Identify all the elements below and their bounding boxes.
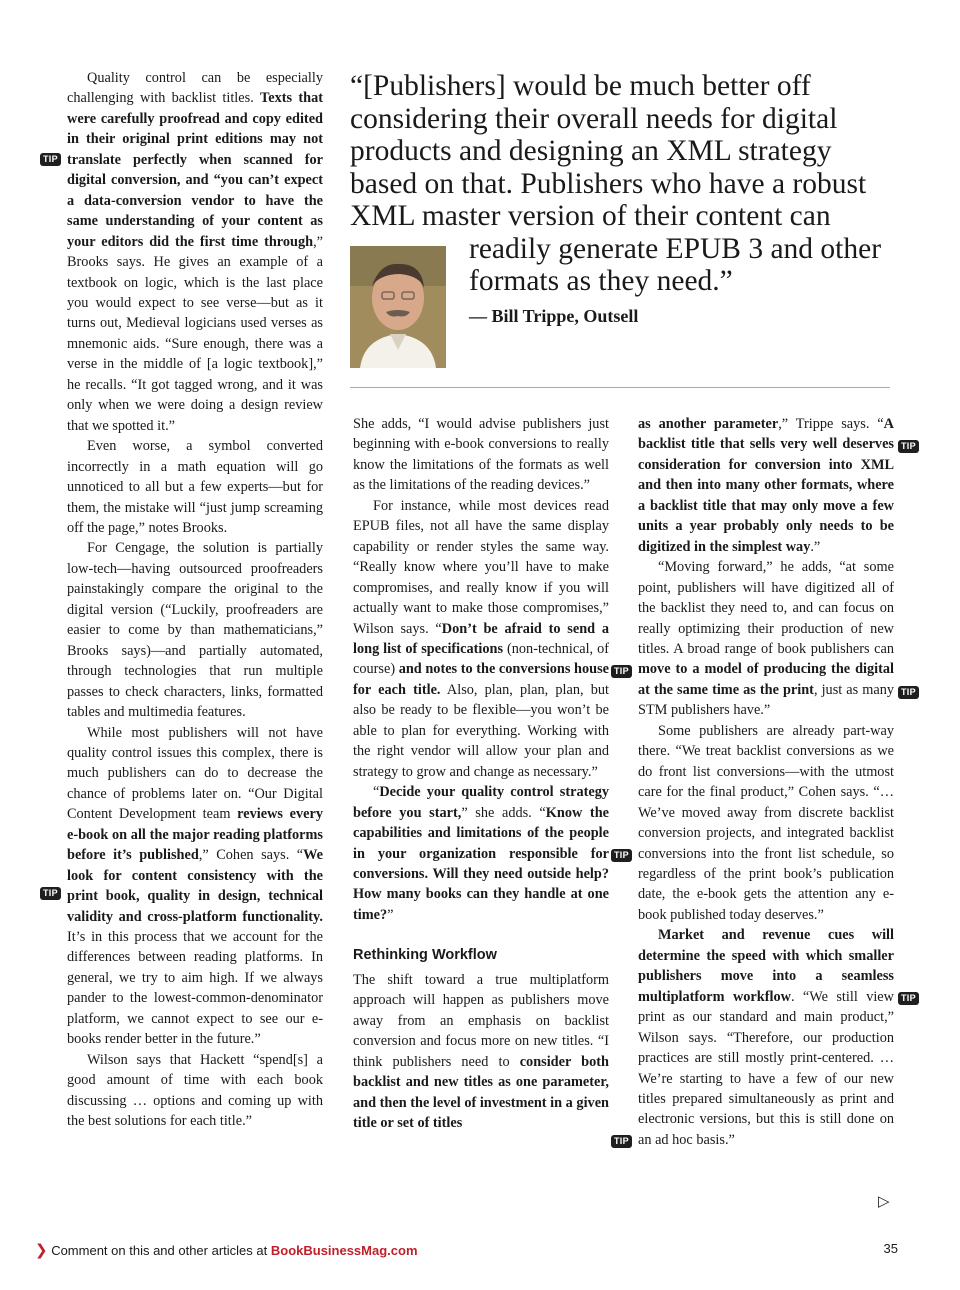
column-2 <box>353 414 609 1133</box>
pull-quote-text-cont: readily generate EPUB 3 and other formats as they need.” <box>469 232 882 297</box>
paragraph: The shift toward a true multiplatform approach will happen as publishers move away from an emphasis on backlist conversion and focus more on new titles. “I think publishers need to consider both backlist and new titles as one parameter, and then the level of investment in a given title or set of titles <box>353 971 609 1131</box>
column-1 <box>67 68 323 1132</box>
tip-badge: TIP <box>611 849 632 862</box>
paragraph: Some publishers are already part-way there. “We treat backlist conversions as we do front list conversions—with the utmost care for the final product,” Cohen says. “… We’ve moved away from discrete backlist conversion projects, and integrated backlist conversions into the front list schedule, so regardless of the print book’s publication date, the e-book gets the attention any e-book published today deserves.” <box>638 722 894 923</box>
paragraph: While most publishers will not have quality control issues this complex, there is much publishers can do to decrease the chance of problems later on. “Our Digital Content Development team reviews every e-book on all the major reading platforms before it’s published,” Cohen says. “We look for content consistency with the print book, quality in design, technical validity and cross-platform functionality. It’s in this process that we account for the differences between reading platforms. In general, we try to aim high. If we always pander to the lowest-common-denominator platform, we cannot expect to see our e-books render better in the future.” <box>67 724 323 1048</box>
website-link[interactable]: BookBusinessMag.com <box>270 1243 418 1258</box>
tip-badge: TIP <box>898 992 919 1005</box>
divider-rule <box>350 387 890 388</box>
tip-badge: TIP <box>611 1135 632 1148</box>
paragraph: For instance, while most devices read EPUB files, not all have the same display capability or render styles the same way. “Really know where you’ll have to make compromises, and really know if you will actually want to make those compromises,” Wilson says. “Don’t be afraid to send a long list of specifications (non-technical, of course) and notes to the conversions house for each title. Also, plan, plan, plan, but also be ready to be flexible—you won’t be able to plan for everything. Working with the right vendor will allow your plan and strategy to grow and change as necessary.” <box>353 497 609 780</box>
page-footer <box>35 1241 898 1259</box>
author-photo <box>350 246 446 368</box>
paragraph: Quality control can be especially challenging with backlist titles. Texts that were carefully proofread and copy edited in their original print editions may not translate perfectly when scanned for digital conversion, and “you can’t expect a data-conversion vendor to have the same understanding of your content as your editors did the first time through,” Brooks says. He gives an example of a textbook on logic, which is the last place you would expect to see verse—but as it turns out, Medieval logicians used verses as mnemonic aids. “Sure enough, there was a verse in the middle of [a logic textbook],” he recalls. “It got tagged wrong, and it was only when we were doing a design review that we spotted it.” <box>67 70 323 434</box>
paragraph: Market and revenue cues will determine the speed with which smaller publishers move into a seamless multiplatform workflow. “We still view print as our standard and main product,” Wilson says. “Therefore, our production practices are still mostly print-centered. … We’re starting to have a few of our new titles prepared simultaneously as print and electronic versions, but this is still done on an ad hoc basis.” <box>638 927 894 1148</box>
column-3 <box>638 414 894 1150</box>
paragraph: “Moving forward,” he adds, “at some point, publishers will have digitized all of the backlist they need to, and can focus on really optimizing their production of new titles. A broad range of book publishers can move to a model of producing the digital at the same time as the print, just as many STM publishers have.” <box>638 559 894 719</box>
page-number: 35 <box>883 1241 898 1256</box>
chevron-right-icon: ❯ <box>35 1242 48 1259</box>
paragraph: as another parameter,” Trippe says. “A backlist title that sells very well deserves consideration for conversion into XML and then into many other formats, where a backlist title that may only move a few units a year probably only needs to be digitized in the simplest way.” <box>638 416 894 555</box>
paragraph: She adds, “I would advise publishers just beginning with e-book conversions to really know the limitations of the formats as well as the limitations of the reading devices.” <box>353 416 609 494</box>
paragraph: For Cengage, the solution is partially low-tech—having outsourced proofreaders painstakingly compare the original to the digital version (“Luckily, proofreaders are easier to come by than mathematicians,” Brooks says)—and partially automated, through technologies that run multiple passes to check characters, links, formatted tables and multimedia features. <box>67 540 323 721</box>
tip-badge: TIP <box>898 440 919 453</box>
section-heading: Rethinking Workflow <box>353 947 497 964</box>
paragraph: Wilson says that Hackett “spend[s] a good amount of time with each book discussing … options and coming up with the best solutions for each title.” <box>67 1051 323 1130</box>
tip-badge: TIP <box>40 153 61 166</box>
paragraph: Even worse, a symbol converted incorrectly in a math equation will go unnoticed to all but a few experts—but for them, the mistake will “just jump screaming off the page,” notes Brooks. <box>67 438 323 536</box>
end-of-article-icon: ▷ <box>878 1194 890 1210</box>
pull-quote-text: “[Publishers] would be much better off considering their overall needs for digital products and designing an XML strategy based on that. Publishers who have a robust XML master version of their content can <box>350 70 867 232</box>
tip-badge: TIP <box>898 686 919 699</box>
tip-badge: TIP <box>611 665 632 678</box>
quote-attribution: — Bill Trippe, Outsell <box>469 306 639 326</box>
portrait-image <box>350 246 446 368</box>
paragraph: “Decide your quality control strategy before you start,” she adds. “Know the capabilities and limitations of the people in your organization responsible for conversions. Will they need outside help? How many books can they handle at one time?” <box>353 784 609 923</box>
tip-badge: TIP <box>40 887 61 900</box>
footer-text: Comment on this and other articles at <box>47 1243 271 1258</box>
